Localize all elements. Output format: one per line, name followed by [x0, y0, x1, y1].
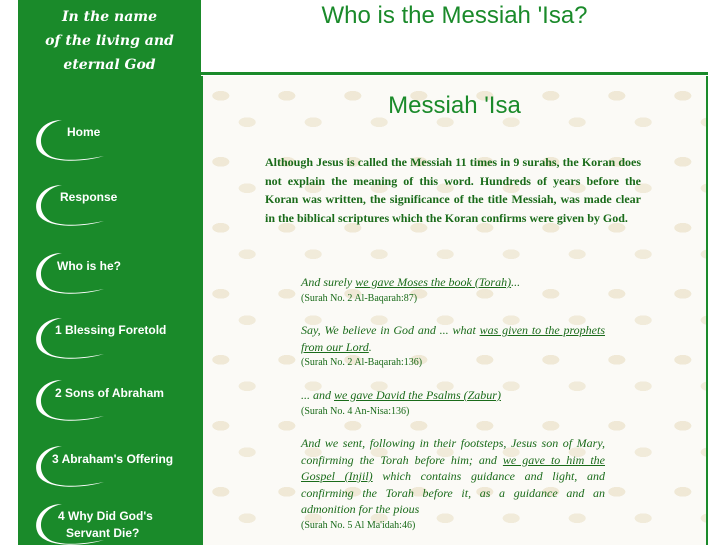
quote-post: ... [511, 275, 521, 289]
nav-label: Servant Die? [66, 526, 140, 540]
quote-link[interactable]: we gave Moses the book (Torah) [355, 275, 512, 289]
quote-pre: Say, We believe in God and ... what [301, 323, 480, 337]
nav-label: 4 Why Did God's [58, 509, 153, 523]
nav-label: Home [67, 125, 101, 139]
quote-link[interactable]: was given to the prophets from our Lord [301, 323, 605, 354]
sidebar-title-line: of the living and [45, 33, 174, 49]
nav-label: 3 Abraham's Offering [52, 452, 174, 466]
content-border-left [201, 76, 203, 545]
right-margin [708, 0, 727, 545]
quote-block [301, 274, 605, 306]
quote-block [301, 322, 605, 370]
intro-paragraph: Although Jesus is called the Messiah 11 times in 9 surahs, the Koran does not explain the meaning of this word. Hundreds of years before the Koran was written, the significance of the title Messiah, was made clear in the biblical scriptures which the Koran confirms were given by God. [265, 155, 641, 225]
sidebar-title-line: In the name [62, 9, 157, 25]
quote-text [301, 387, 605, 404]
left-margin [0, 0, 18, 545]
quote-pre: And surely [301, 275, 356, 289]
sidebar-title [18, 5, 201, 77]
main-content [201, 76, 708, 545]
nav-item-why-did-gods-servant-die[interactable] [32, 500, 200, 545]
quote-pre: And we sent, following in their footsteps, Jesus son of Mary, confirming the Torah before him; and [301, 436, 605, 467]
quote-text [301, 322, 605, 355]
nav-item-who-is-he[interactable] [32, 249, 200, 297]
nav-item-response[interactable] [32, 181, 200, 229]
quote-link[interactable]: we gave to him the Gospel (Injil) [301, 452, 605, 483]
quote-block [301, 435, 605, 533]
quote-reference: (Surah No. 2 Al-Baqarah:87) [301, 292, 418, 304]
nav-label: 2 Sons of Abraham [55, 386, 164, 400]
quote-pre: ... and [301, 388, 334, 402]
nav-item-home[interactable] [32, 116, 200, 164]
nav-label: 1 Blessing Foretold [55, 323, 167, 337]
quote-link[interactable]: we gave David the Psalms (Zabur) [334, 388, 501, 402]
sidebar-title-line: eternal God [63, 57, 156, 73]
nav-label: Response [60, 190, 118, 204]
quote-text [301, 435, 605, 518]
quote-text [301, 274, 605, 291]
quote-post: which contains guidance and light, and confirming the Torah before it, as a guidance and an admonition for the pious [301, 469, 605, 516]
content-heading: Messiah 'Isa [388, 92, 521, 119]
nav-label: Who is he? [57, 259, 121, 273]
nav-item-abrahams-offering[interactable] [32, 442, 200, 490]
quote-reference: (Surah No. 4 An-Nisa:136) [301, 405, 410, 417]
nav-item-sons-of-abraham[interactable] [32, 376, 200, 424]
quote-post: . [368, 339, 372, 354]
sidebar [18, 0, 201, 545]
header [201, 0, 708, 73]
nav-item-blessing-foretold[interactable] [32, 314, 200, 362]
page-title: Who is the Messiah 'Isa? [321, 2, 588, 29]
header-divider [201, 72, 708, 75]
quote-reference: (Surah No. 5 Al Ma'idah:46) [301, 519, 416, 531]
quote-block [301, 387, 605, 419]
quote-reference: (Surah No. 2 Al-Baqarah:136) [301, 357, 423, 368]
